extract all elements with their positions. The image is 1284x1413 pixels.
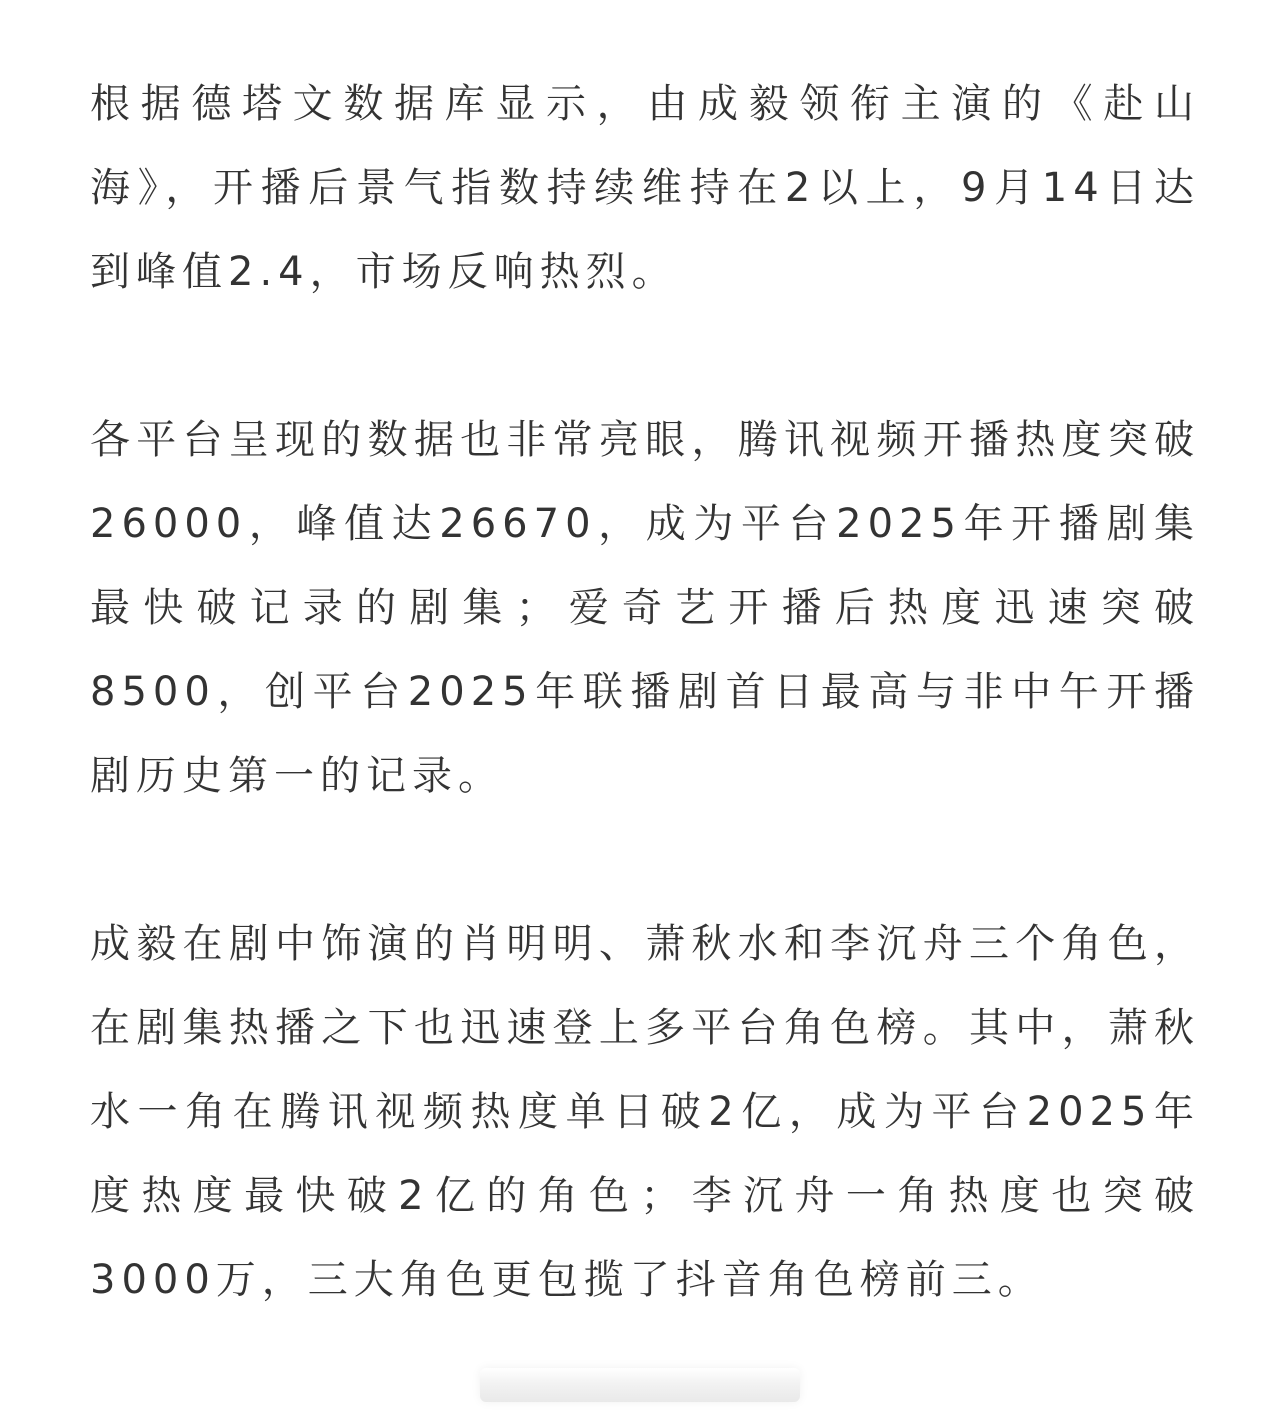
scroll-fade-indicator bbox=[480, 1368, 800, 1402]
paragraph-1: 根据德塔文数据库显示，由成毅领衔主演的《赴山海》，开播后景气指数持续维持在2以上，9月14日达到峰值2.4，市场反响热烈。 bbox=[90, 81, 1200, 295]
article-body bbox=[90, 62, 1200, 1322]
paragraph-3: 成毅在剧中饰演的肖明明、萧秋水和李沉舟三个角色，在剧集热播之下也迅速登上多平台角色榜。其中，萧秋水一角在腾讯视频热度单日破2亿，成为平台2025年度热度最快破2亿的角色；李沉舟一角热度也突破3000万，三大角色更包揽了抖音角色榜前三。 bbox=[90, 921, 1200, 1303]
paragraph-2: 各平台呈现的数据也非常亮眼，腾讯视频开播热度突破26000，峰值达26670，成为平台2025年开播剧集最快破记录的剧集；爱奇艺开播后热度迅速突破8500，创平台2025年联播剧首日最高与非中午开播剧历史第一的记录。 bbox=[90, 417, 1200, 799]
